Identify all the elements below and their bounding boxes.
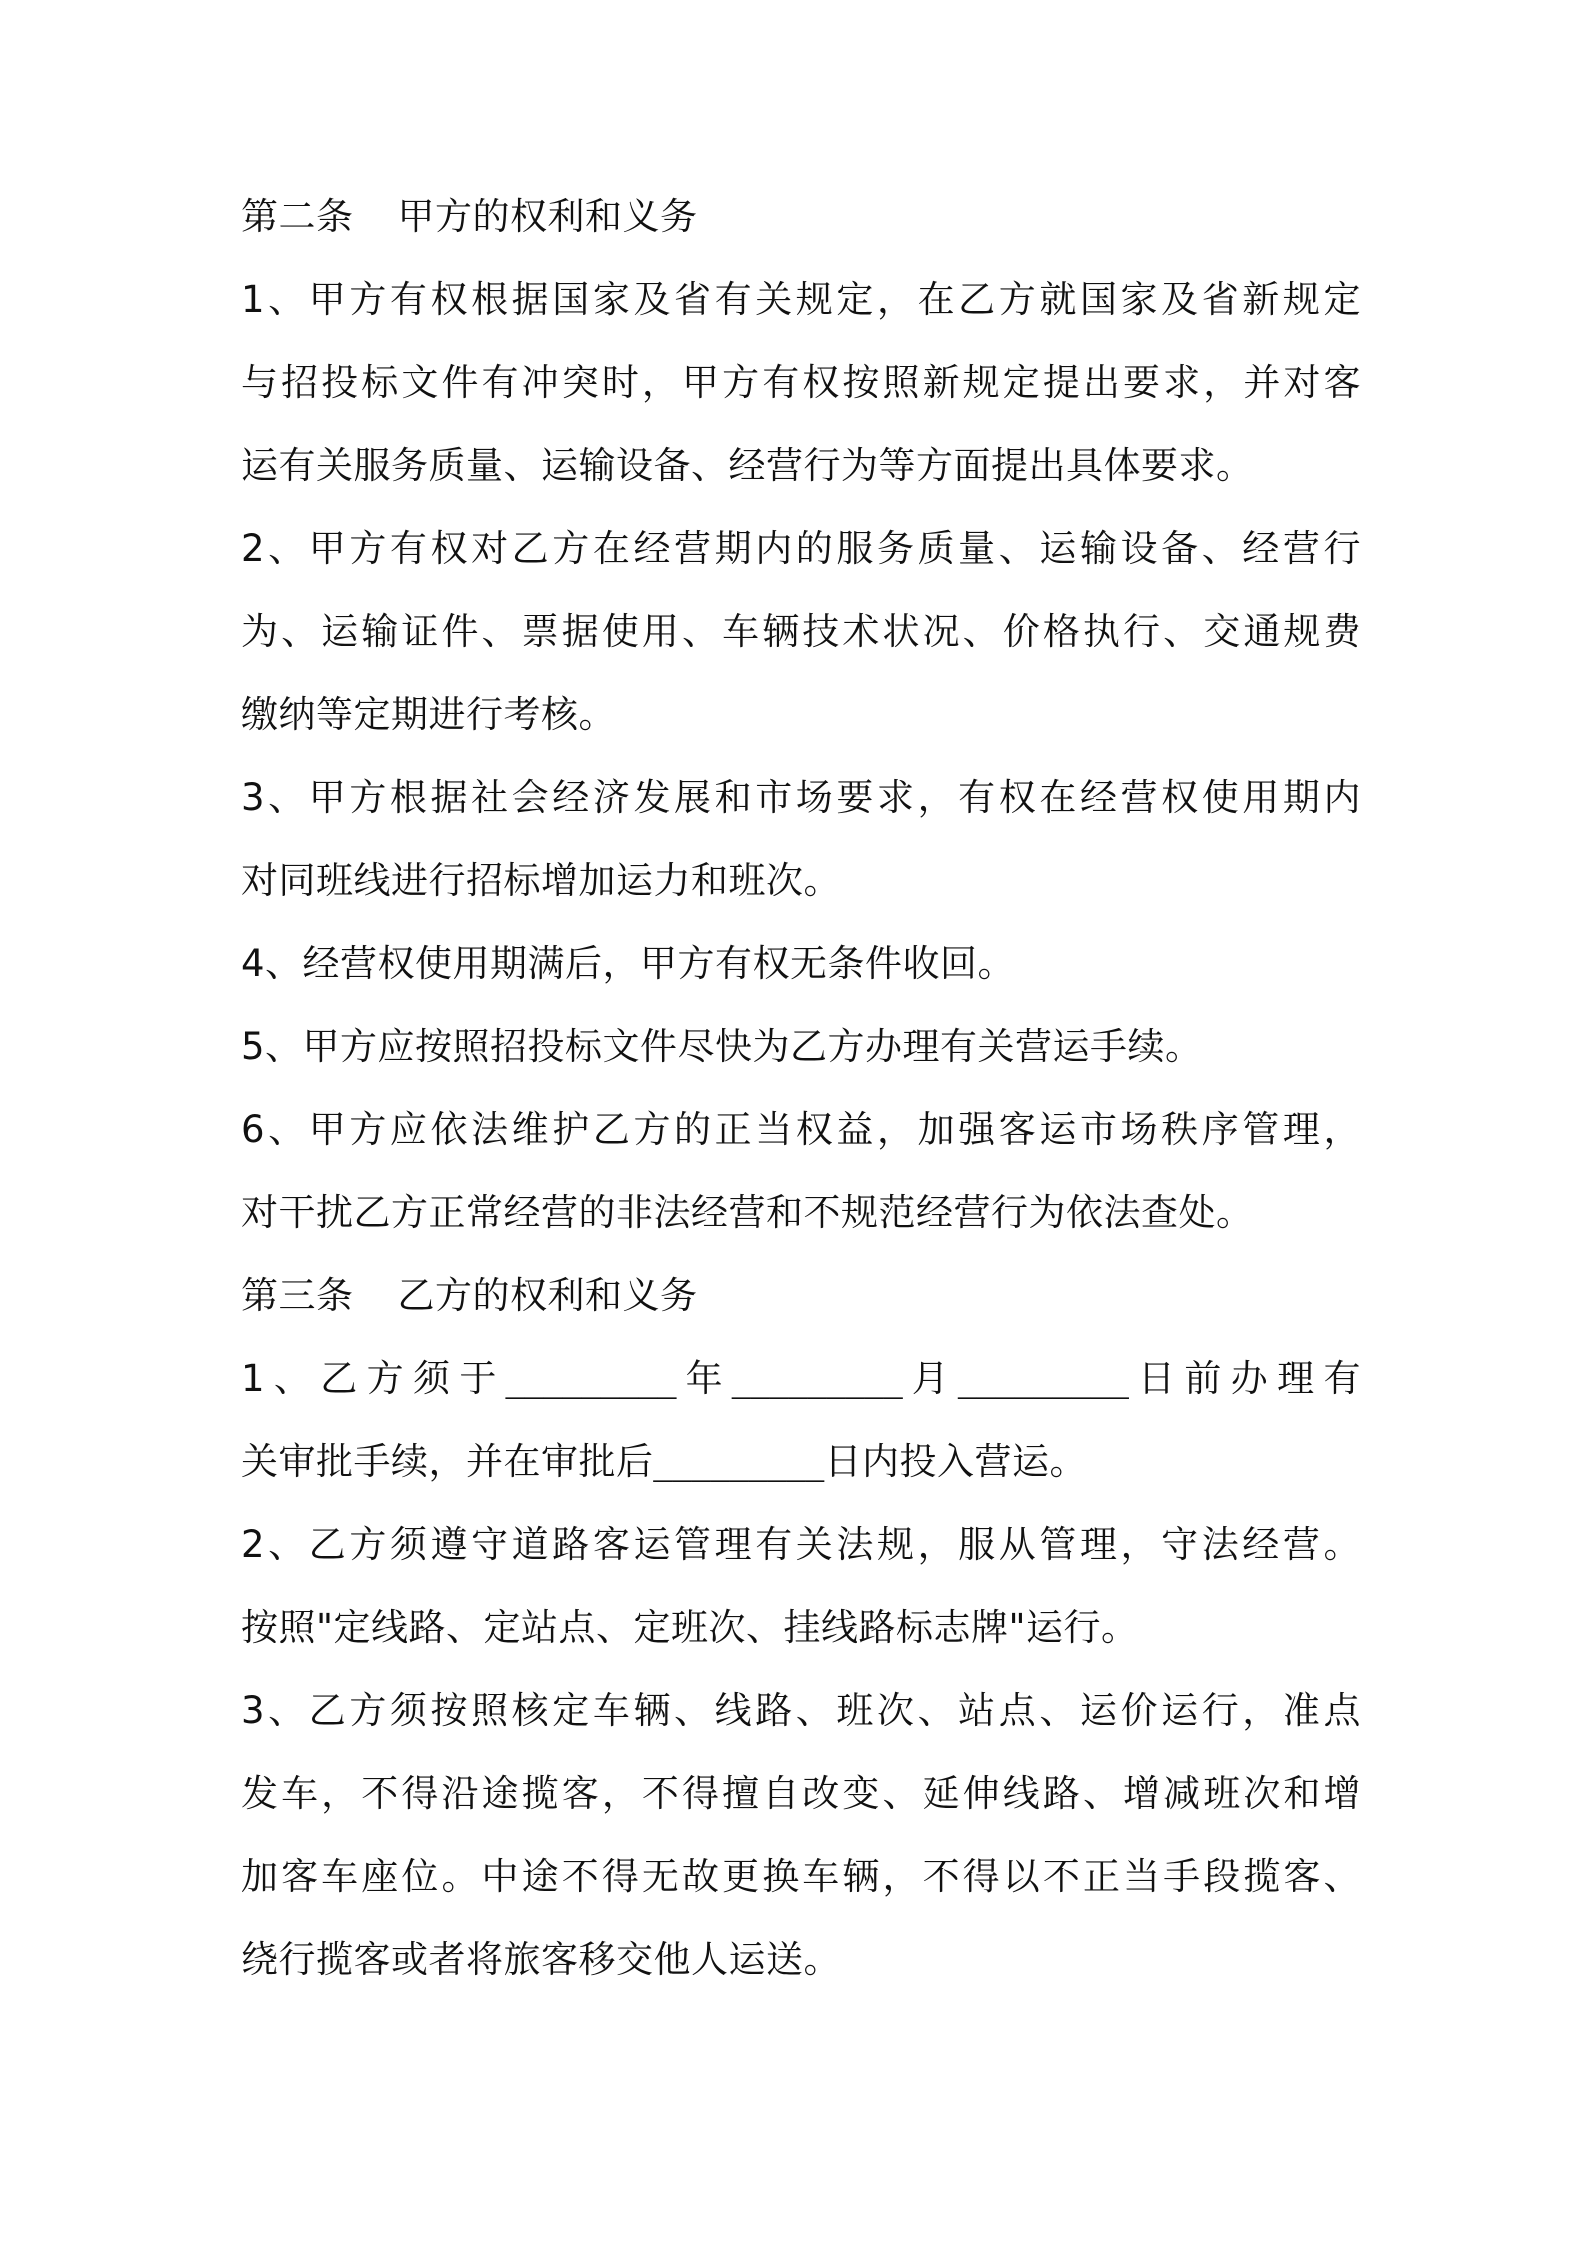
section-2-line: 3、甲方根据社会经济发展和市场要求，有权在经营权使用期内 xyxy=(241,777,1361,818)
section-2-number: 第二条 xyxy=(241,196,354,237)
section-2-line: 与招投标文件有冲突时，甲方有权按照新规定提出要求，并对客 xyxy=(241,362,1361,403)
section-2-line: 6、甲方应依法维护乙方的正当权益，加强客运市场秩序管理， xyxy=(241,1109,1361,1150)
section-3-line: 加客车座位。中途不得无故更换车辆，不得以不正当手段揽客、 xyxy=(241,1856,1361,1897)
section-3-line: 1、乙方须于_________年_________月_________日前办理有 xyxy=(241,1358,1361,1399)
section-2-line: 5、甲方应按照招投标文件尽快为乙方办理有关营运手续。 xyxy=(241,1026,1203,1067)
section-2-line: 2、甲方有权对乙方在经营期内的服务质量、运输设备、经营行 xyxy=(241,528,1361,569)
section-2-line: 运有关服务质量、运输设备、经营行为等方面提出具体要求。 xyxy=(241,445,1254,486)
section-3-line: 3、乙方须按照核定车辆、线路、班次、站点、运价运行，准点 xyxy=(241,1690,1361,1731)
document-page xyxy=(241,196,1361,2022)
section-2-line: 1、甲方有权根据国家及省有关规定，在乙方就国家及省新规定 xyxy=(241,279,1361,320)
section-3-line: 2、乙方须遵守道路客运管理有关法规，服从管理，守法经营。 xyxy=(241,1524,1361,1565)
section-2-line: 缴纳等定期进行考核。 xyxy=(241,694,616,735)
section-2-line: 4、经营权使用期满后，甲方有权无条件收回。 xyxy=(241,943,1016,984)
section-2-line: 对同班线进行招标增加运力和班次。 xyxy=(241,860,841,901)
section-2-line: 为、运输证件、票据使用、车辆技术状况、价格执行、交通规费 xyxy=(241,611,1361,652)
section-3-heading xyxy=(241,1275,1361,1316)
section-3-line: 按照"定线路、定站点、定班次、挂线路标志牌"运行。 xyxy=(241,1607,1139,1648)
section-3-line: 关审批手续，并在审批后_________日内投入营运。 xyxy=(241,1441,1087,1482)
section-3-line: 发车，不得沿途揽客，不得擅自改变、延伸线路、增减班次和增 xyxy=(241,1773,1361,1814)
section-2-line: 对干扰乙方正常经营的非法经营和不规范经营行为依法查处。 xyxy=(241,1192,1254,1233)
section-3-title: 乙方的权利和义务 xyxy=(397,1275,698,1316)
section-2-title: 甲方的权利和义务 xyxy=(397,196,698,237)
section-3-number: 第三条 xyxy=(241,1275,354,1316)
section-2-heading xyxy=(241,196,1361,237)
section-3-line: 绕行揽客或者将旅客移交他人运送。 xyxy=(241,1939,841,1980)
